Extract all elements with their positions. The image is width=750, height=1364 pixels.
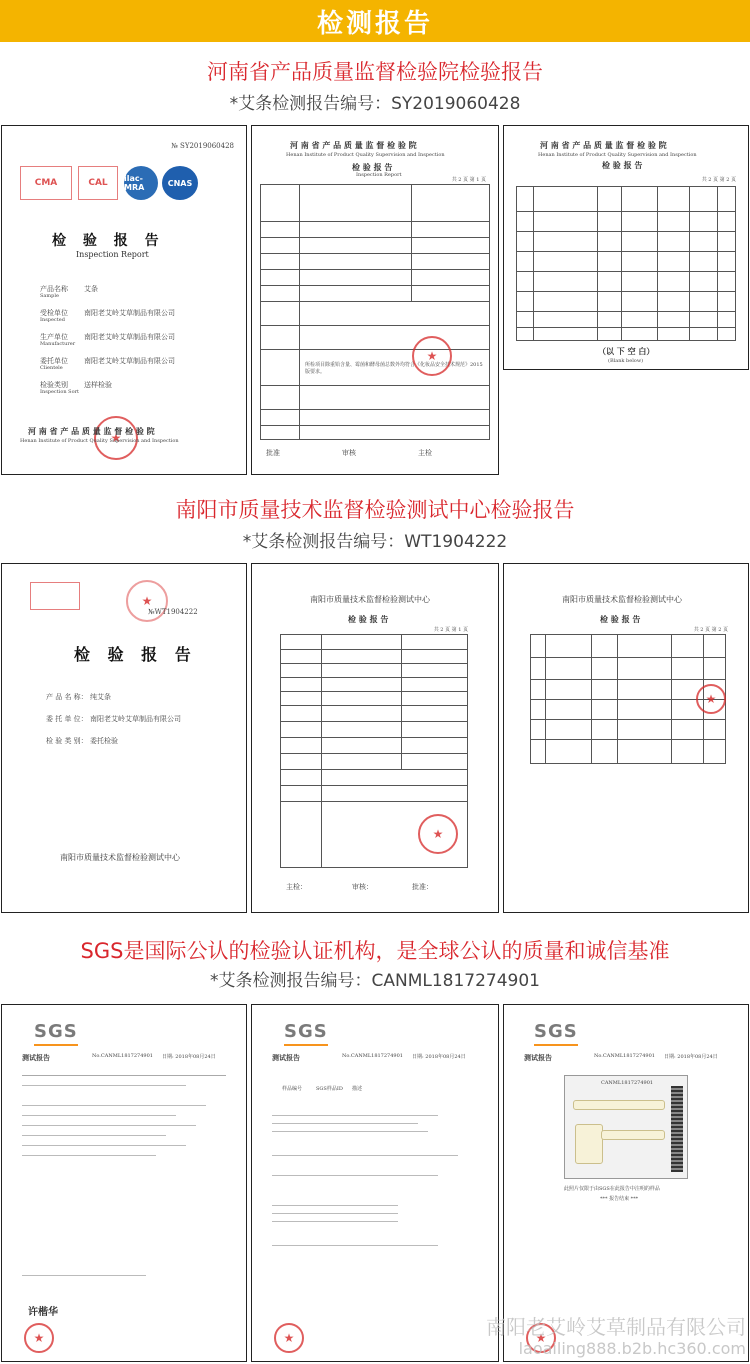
moxa-stick-image — [601, 1130, 665, 1140]
section-subtitle-sgs: *艾条检测报告编号：CANML1817274901 — [209, 971, 540, 991]
report-label: 测试报告 — [272, 1053, 300, 1062]
top-banner — [0, 0, 750, 42]
cma-logo — [30, 582, 80, 610]
field-label-en: Sample — [40, 293, 59, 299]
page-header: 南阳市质量技术监督检验测试中心 — [562, 595, 682, 604]
sgs-id-col-header: SGS样品ID — [316, 1086, 343, 1092]
report-label: 测试报告 — [22, 1053, 50, 1062]
banner-title: 检测报告 — [316, 8, 433, 39]
page-title: 检 验 报 告 — [352, 162, 393, 172]
section-title-sgs: SGS是国际公认的检验认证机构，是全球公认的质量和诚信基准 — [80, 939, 670, 963]
henan-report-page-2[interactable] — [503, 125, 749, 370]
moxa-stick-image — [575, 1124, 603, 1164]
blank-below: （以 下 空 白） — [598, 346, 655, 356]
section-title-nanyang: 南阳市质量技术监督检验测试中心检验报告 — [175, 498, 575, 522]
field-value: 委托检验 — [90, 737, 118, 745]
page-title-en: Inspection Report — [356, 172, 402, 178]
watermark — [486, 1316, 746, 1360]
nanyang-report-cover[interactable] — [1, 563, 247, 913]
page-title: 检 验 报 告 — [348, 614, 389, 624]
photo-label: CANML1817274901 — [601, 1080, 654, 1086]
sgs-report-page-2[interactable] — [251, 1004, 499, 1362]
section-subtitle-nanyang: *艾条检测报告编号：WT1904222 — [242, 532, 508, 552]
page-header: 河 南 省 产 品 质 量 监 督 检 验 院 — [290, 140, 417, 150]
product-photo — [564, 1075, 688, 1179]
page-header: 河 南 省 产 品 质 量 监 督 检 验 院 — [540, 140, 667, 150]
nanyang-report-page-2[interactable] — [503, 563, 749, 913]
field-value: 艾条 — [84, 285, 98, 293]
field-value: 南阳老艾岭艾草制品有限公司 — [84, 333, 175, 341]
report-date: 日期: 2018年08月24日 — [664, 1054, 718, 1060]
report-number: No.CANML1817274901 — [594, 1053, 655, 1059]
report-date: 日期: 2018年08月24日 — [162, 1054, 216, 1060]
henan-report-cover[interactable] — [1, 125, 247, 475]
page-header-en: Henan Institute of Product Quality Supervision and Inspection — [286, 152, 445, 158]
sample-col-header: 样品编号 — [282, 1086, 303, 1092]
field-label: 检验类别 — [40, 381, 68, 389]
field-label-en: Manufacturer — [40, 341, 76, 347]
reviewer-label: 审核： — [352, 883, 373, 891]
report-number: No.CANML1817274901 — [342, 1053, 403, 1059]
report-number: No.CANML1817274901 — [92, 1053, 153, 1059]
moxa-stick-image — [573, 1100, 665, 1110]
report-number: № SY2019060428 — [171, 142, 234, 150]
nanyang-report-page-1[interactable] — [251, 563, 499, 913]
page-title: 检 验 报 告 — [602, 160, 643, 170]
official-seal-icon — [24, 1323, 54, 1353]
field-value: 送样检验 — [84, 381, 112, 389]
inspector-label: 主检： — [286, 883, 307, 891]
field-label: 受检单位 — [40, 309, 68, 317]
conclusion-text: 所检项目除重铅含量、霉菌和酵母菌总数外均符合《化妆品安全技术规范》2015 版要求。 — [305, 362, 483, 375]
field-label: 产 品 名 称： — [46, 693, 88, 701]
inspection-table — [260, 184, 490, 440]
field-label: 检 验 类 别： — [46, 737, 88, 745]
signature: 许楷华 — [28, 1307, 58, 1318]
reviewer-label: 审核 — [342, 449, 356, 457]
henan-report-page-1[interactable] — [251, 125, 499, 475]
field-label: 委 托 单 位： — [46, 715, 88, 723]
institute-name-en: Henan Institute of Product Quality Supervision and Inspection — [20, 438, 179, 444]
page-title: 检 验 报 告 — [600, 614, 641, 624]
report-title: 检 验 报 告 — [52, 233, 165, 249]
results-table — [516, 186, 736, 341]
official-seal-icon — [274, 1323, 304, 1353]
field-label: 生产单位 — [40, 333, 68, 341]
page-number: 共 2 页 第 1 页 — [433, 627, 468, 633]
report-number: №WT1904222 — [148, 608, 198, 616]
cnas-logo: CNAS — [162, 166, 198, 200]
section-title-henan: 河南省产品质量监督检验院检验报告 — [207, 60, 543, 84]
sgs-logo: SGS — [34, 1021, 78, 1042]
section-subtitle-henan: *艾条检测报告编号：SY2019060428 — [229, 94, 521, 114]
sgs-logo: SGS — [534, 1021, 578, 1042]
approver-label: 批准 — [266, 449, 280, 457]
ruler-image — [671, 1086, 683, 1172]
field-label-en: Clientele — [40, 365, 63, 371]
field-value: 纯艾条 — [90, 693, 111, 701]
sgs-logo: SGS — [284, 1021, 328, 1042]
field-label: 产品名称 — [40, 285, 68, 293]
official-seal-icon — [696, 684, 726, 714]
field-value: 南阳老艾岭艾草制品有限公司 — [90, 715, 181, 723]
report-title-en: Inspection Report — [76, 250, 149, 259]
page-number: 共 2 页 第 1 页 — [451, 177, 486, 183]
sgs-report-page-1[interactable] — [1, 1004, 247, 1362]
field-value: 南阳老艾岭艾草制品有限公司 — [84, 357, 175, 365]
page-header: 南阳市质量技术监督检验测试中心 — [310, 595, 430, 604]
page-header-en: Henan Institute of Product Quality Supervision and Inspection — [538, 152, 697, 158]
watermark-url: laoailing888.b2b.hc360.com — [518, 1339, 746, 1358]
page-number: 共 2 页 第 2 页 — [701, 177, 736, 183]
cal-logo: CAL — [78, 166, 118, 200]
institute-name: 河 南 省 产 品 质 量 监 督 检 验 院 — [28, 426, 155, 436]
report-end: *** 报告结束 *** — [600, 1196, 639, 1202]
inspector-label: 主检 — [418, 449, 432, 457]
field-value: 南阳老艾岭艾草制品有限公司 — [84, 309, 175, 317]
field-label-en: Inspected — [40, 317, 65, 323]
sgs-report-page-3[interactable] — [503, 1004, 749, 1362]
page-number: 共 2 页 第 2 页 — [693, 627, 728, 633]
report-title: 检 验 报 告 — [74, 645, 197, 664]
approver-label: 批准： — [412, 883, 433, 891]
official-seal-icon — [418, 814, 458, 854]
institute-name: 南阳市质量技术监督检验测试中心 — [60, 853, 180, 862]
ilac-mra-logo: ilac-MRA — [124, 166, 158, 200]
desc-col-header: 描述 — [352, 1086, 363, 1092]
watermark-company: 南阳老艾岭艾草制品有限公司 — [486, 1315, 746, 1339]
field-label-en: Inspection Sort — [40, 389, 79, 395]
report-date: 日期: 2018年08月24日 — [412, 1054, 466, 1060]
official-seal-icon — [412, 336, 452, 376]
field-label: 委托单位 — [40, 357, 68, 365]
blank-below-en: (Blank below) — [608, 358, 644, 364]
cma-logo: CMA — [20, 166, 72, 200]
photo-caption: 此照片仅限于由SGS在此报告中注明的样品 — [564, 1186, 660, 1192]
report-label: 测试报告 — [524, 1053, 552, 1062]
